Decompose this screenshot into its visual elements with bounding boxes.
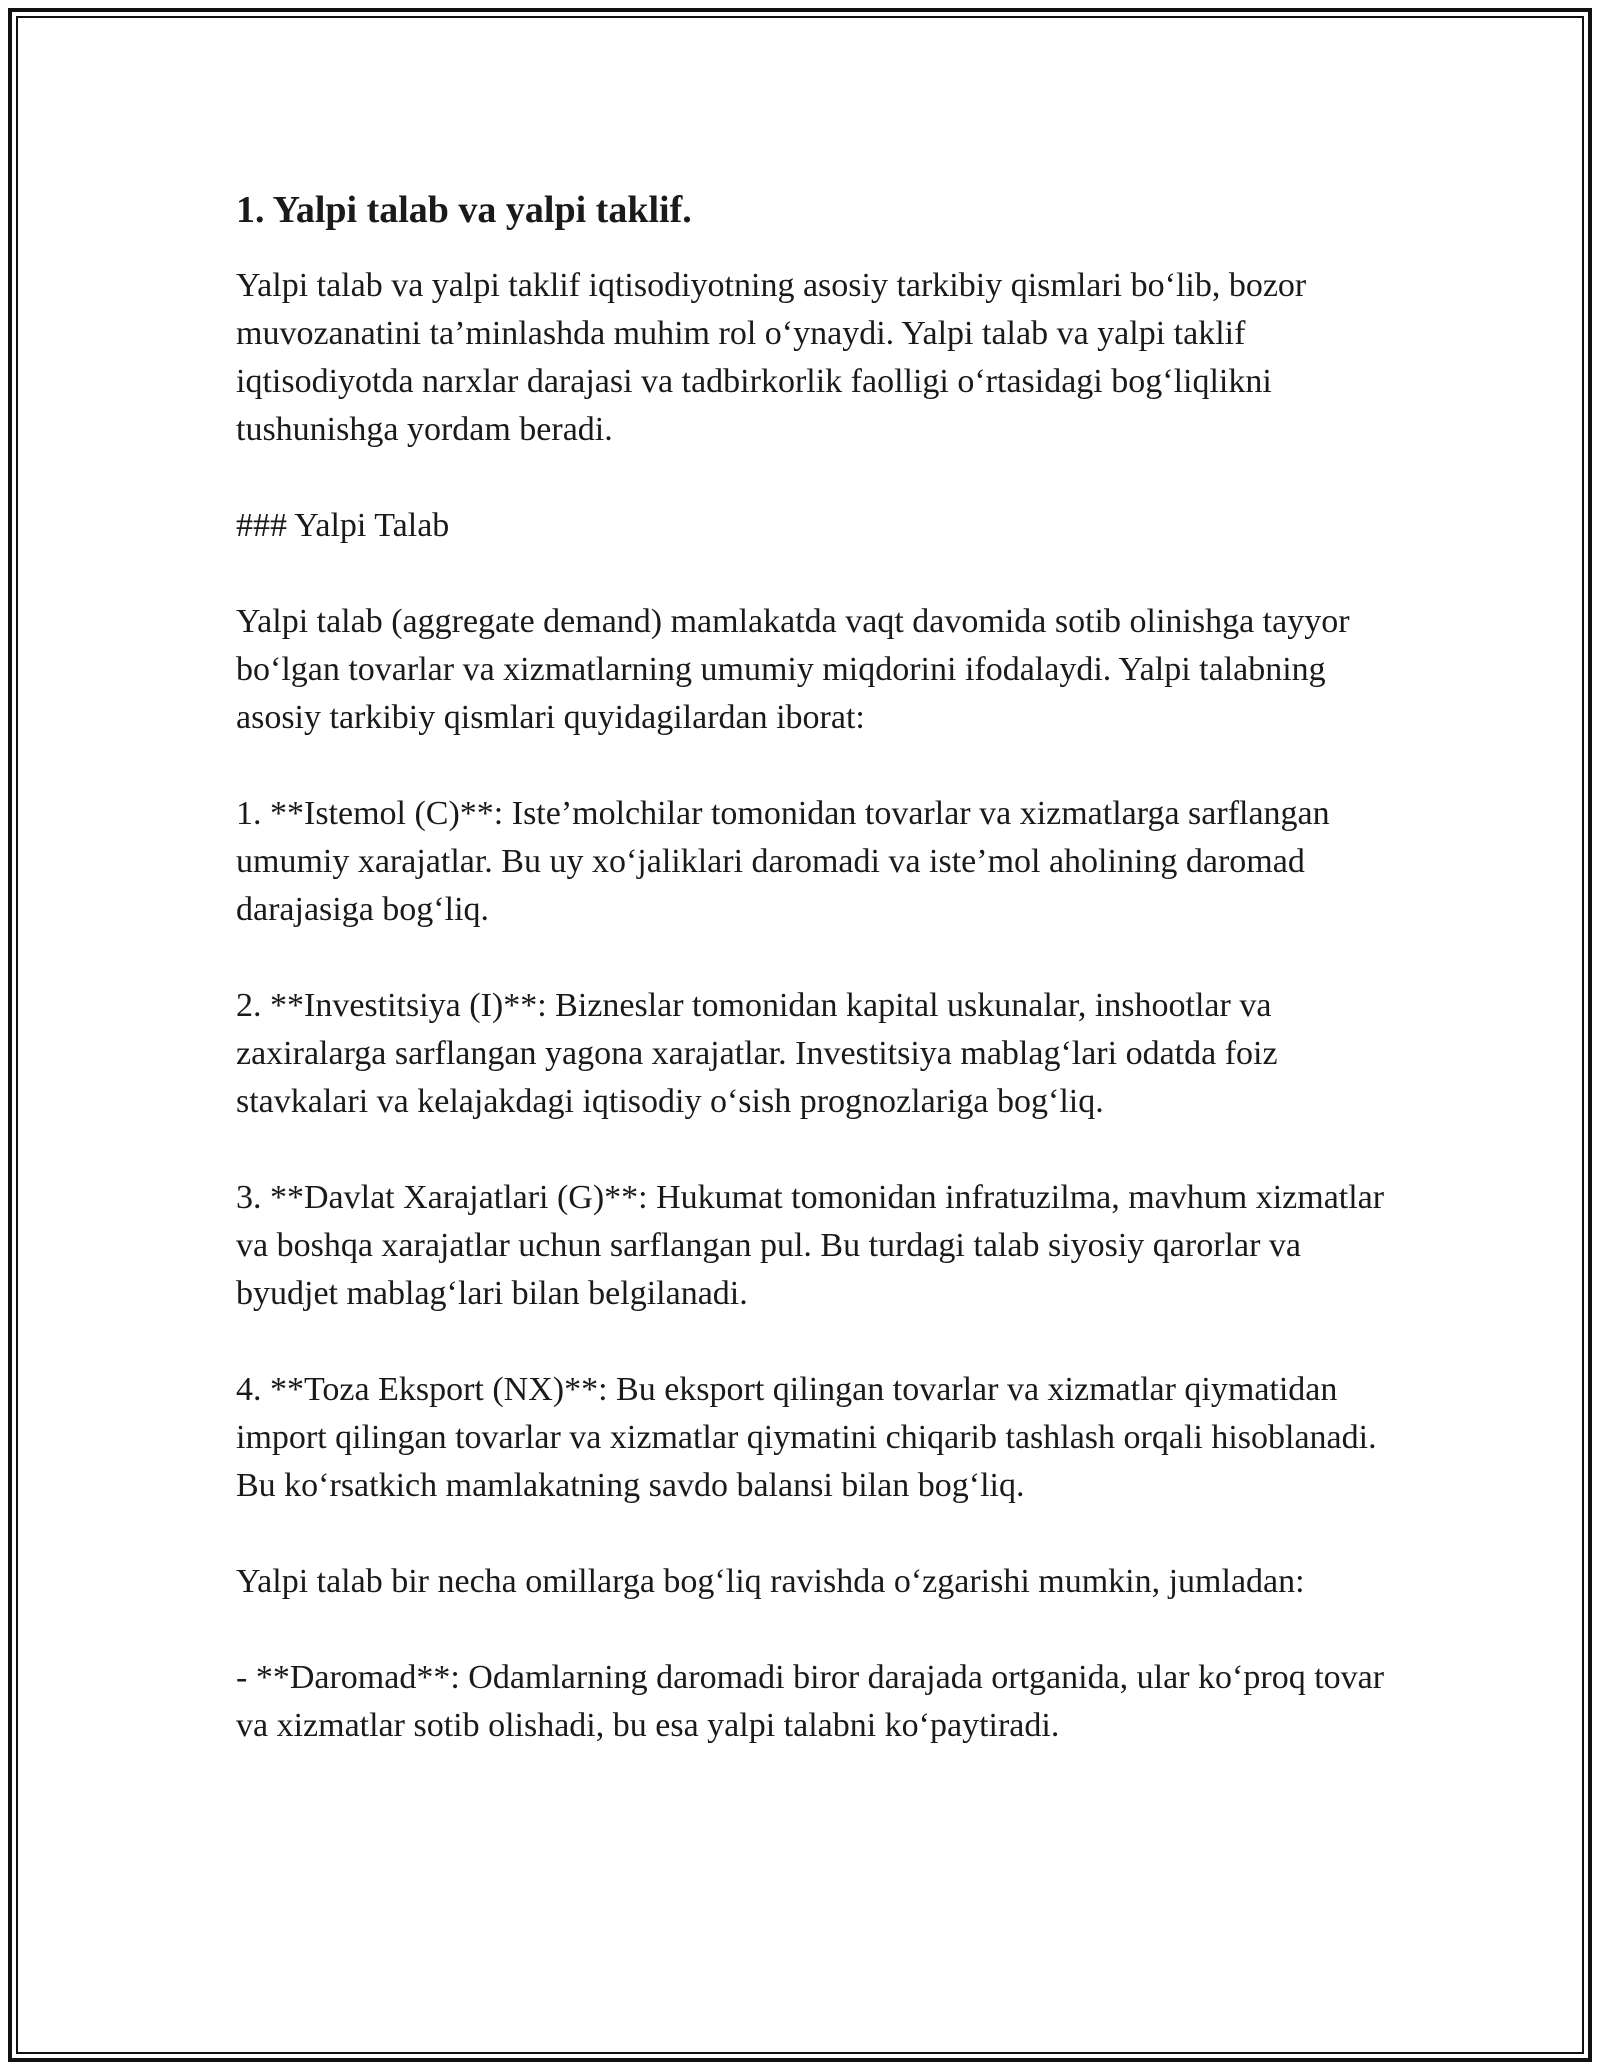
definition-paragraph: Yalpi talab (aggregate demand) mamlakatda vaqt davomida sotib olinishga tayyor bo‘lgan tovarlar va xizmatlarning umumiy miqdorini ifodalaydi. Yalpi talabning asosiy tarkibiy qismlari quyidagilardan iborat: [236, 603, 1350, 736]
intro-paragraph: Yalpi talab va yalpi taklif iqtisodiyotning asosiy tarkibiy qismlari bo‘lib, bozor muvozanatini ta’minlashda muhim rol o‘ynaydi. Yalpi talab va yalpi taklif iqtisodiyotda narxlar darajasi va tadbirkorlik faolligi o‘rtasidagi bog‘liqlikni tushunishga yordam beradi. [236, 267, 1307, 448]
bullet-item-income: - **Daromad**: Odamlarning daromadi biror darajada ortganida, ular ko‘proq tovar va xizmatlar sotib olishadi, bu esa yalpi talabni ko‘paytiradi. [236, 1659, 1385, 1744]
section-heading: 1. Yalpi talab va yalpi taklif. [236, 189, 692, 231]
list-item-net-exports: 4. **Toza Eksport (NX)**: Bu eksport qilingan tovarlar va xizmatlar qiymatidan import qilingan tovarlar va xizmatlar qiymatini chiqarib tashlash orqali hisoblanadi. Bu ko‘rsatkich mamlakatning savdo balansi bilan bog‘liq. [236, 1371, 1377, 1504]
document-body [236, 186, 1386, 1798]
list-item-consumption: 1. **Istemol (C)**: Iste’molchilar tomonidan tovarlar va xizmatlarga sarflangan umumiy xarajatlar. Bu uy xo‘jaliklari daromadi va iste’mol aholining daromad darajasiga bog‘liq. [236, 795, 1330, 928]
list-item-government-spending: 3. **Davlat Xarajatlari (G)**: Hukumat tomonidan infratuzilma, mavhum xizmatlar va boshqa xarajatlar uchun sarflangan pul. Bu turdagi talab siyosiy qarorlar va byudjet mablag‘lari bilan belgilanadi. [236, 1179, 1385, 1312]
factors-intro-paragraph: Yalpi talab bir necha omillarga bog‘liq ravishda o‘zgarishi mumkin, jumladan: [236, 1563, 1305, 1600]
list-item-investment: 2. **Investitsiya (I)**: Bizneslar tomonidan kapital uskunalar, inshootlar va zaxiralarga sarflangan yagona xarajatlar. Investitsiya mablag‘lari odatda foiz stavkalari va kelajakdagi iqtisodiy o‘sish prognozlariga bog‘liq. [236, 987, 1278, 1120]
subheading-yalpi-talab: ### Yalpi Talab [236, 507, 450, 544]
